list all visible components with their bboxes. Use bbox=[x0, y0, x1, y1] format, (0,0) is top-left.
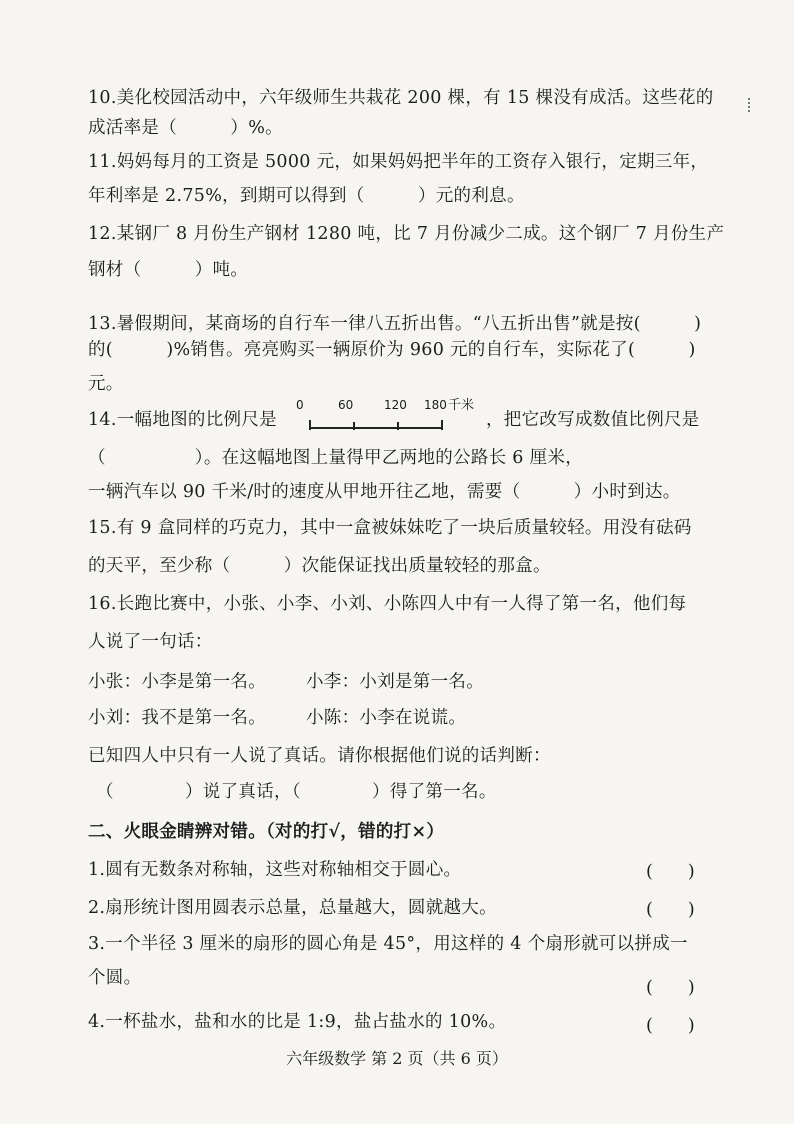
q13-line1: 13.暑假期间，某商场的自行车一律八五折出售。“八五折出售”就是按( ) bbox=[88, 314, 702, 334]
answer-paren-4[interactable]: ( ) bbox=[646, 1016, 695, 1036]
q16-statement-chen: 小陈：小李在说谎。 bbox=[306, 708, 467, 728]
page-footer: 六年级数学 第 2 页（共 6 页） bbox=[286, 1049, 508, 1068]
q12-line1: 12.某钢厂 8 月份生产钢材 1280 吨，比 7 月份减少二成。这个钢厂 7 月份生产 bbox=[88, 224, 725, 244]
scale-tick-label: 0 bbox=[296, 398, 304, 412]
q15-line1: 15.有 9 盒同样的巧克力，其中一盒被妹妹吃了一块后质量较轻。用没有砝码 bbox=[88, 518, 692, 538]
q14-line3: 一辆汽车以 90 千米/时的速度从甲地开往乙地，需要（ ）小时到达。 bbox=[88, 482, 681, 502]
q16-statement-li: 小李：小刘是第一名。 bbox=[306, 672, 484, 692]
q13-line3: 元。 bbox=[88, 374, 124, 394]
scale-tick-label: 60 bbox=[338, 398, 354, 412]
scale-tick-label: 180 bbox=[424, 398, 447, 412]
q11-line1: 11.妈妈每月的工资是 5000 元，如果妈妈把半年的工资存入银行，定期三年， bbox=[88, 152, 709, 172]
q10-line1: 10.美化校园活动中，六年级师生共栽花 200 棵，有 15 棵没有成活。这些花的 bbox=[88, 88, 714, 108]
q16-line2: 人说了一句话： bbox=[88, 632, 213, 652]
q15-line2: 的天平，至少称（ ）次能保证找出质量较轻的那盒。 bbox=[88, 556, 551, 576]
q10-line2: 成活率是（ ）%。 bbox=[88, 118, 283, 138]
section2-item-2: 2.扇形统计图用圆表示总量，总量越大，圆就越大。 bbox=[88, 898, 497, 918]
map-scale-bar bbox=[296, 398, 476, 438]
q16-line4: （ ）说了真话，（ ）得了第一名。 bbox=[96, 782, 497, 802]
q16-statement-liu: 小刘：我不是第一名。 bbox=[88, 708, 266, 728]
q12-line2: 钢材（ ）吨。 bbox=[88, 260, 249, 280]
answer-paren-1[interactable]: ( ) bbox=[646, 862, 695, 882]
q14-line1a: 14.一幅地图的比例尺是 bbox=[88, 410, 277, 430]
scale-bar-graphic bbox=[296, 398, 476, 438]
scan-edge-mark bbox=[748, 98, 752, 112]
q16-line3: 已知四人中只有一人说了真话。请你根据他们说的话判断： bbox=[88, 746, 551, 766]
q16-statement-zhang: 小张：小李是第一名。 bbox=[88, 672, 266, 692]
q14-line1b: ，把它改写成数值比例尺是 bbox=[486, 410, 700, 430]
answer-paren-3[interactable]: ( ) bbox=[646, 978, 695, 998]
scale-tick-label: 120 bbox=[384, 398, 407, 412]
section2-item-4: 4.一杯盐水，盐和水的比是 1:9，盐占盐水的 10%。 bbox=[88, 1012, 507, 1032]
section2-item-3: 3.一个半径 3 厘米的扇形的圆心角是 45°，用这样的 4 个扇形就可以拼成一 bbox=[88, 934, 688, 954]
section2-title: 二、火眼金睛辨对错。（对的打√，错的打×） bbox=[88, 822, 445, 842]
q11-line2: 年利率是 2.75%，到期可以得到（ ）元的利息。 bbox=[88, 186, 525, 206]
answer-paren-2[interactable]: ( ) bbox=[646, 900, 695, 920]
section2-item-1: 1.圆有无数条对称轴，这些对称轴相交于圆心。 bbox=[88, 860, 462, 880]
scale-unit-label: 千米 bbox=[448, 398, 475, 413]
q13-line2: 的( )%销售。亮亮购买一辆原价为 960 元的自行车，实际花了( ) bbox=[88, 340, 696, 360]
q14-line2: （ ）。在这幅地图上量得甲乙两地的公路长 6 厘米， bbox=[88, 448, 584, 468]
q16-line1: 16.长跑比赛中，小张、小李、小刘、小陈四人中有一人得了第一名，他们每 bbox=[88, 594, 687, 614]
section2-item-3-cont: 个圆。 bbox=[88, 968, 142, 988]
